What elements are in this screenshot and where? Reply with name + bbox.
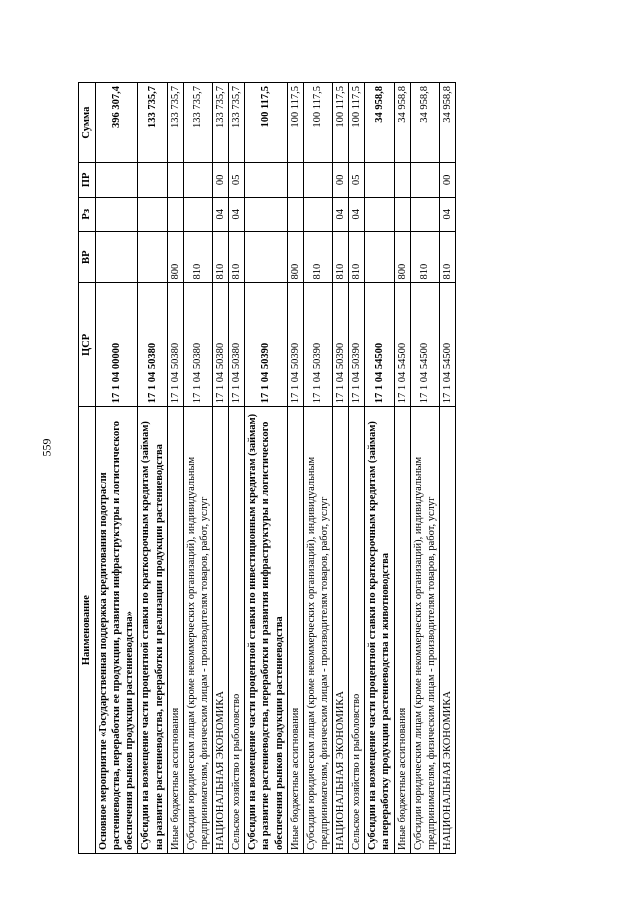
- cell-pr: [365, 163, 394, 197]
- budget-table: [78, 82, 456, 854]
- header-csr: ЦСР: [79, 283, 96, 407]
- table-row: [213, 83, 229, 854]
- cell-sum: 100 117,5: [245, 83, 287, 163]
- cell-name: Сельское хозяйство и рыболовство: [229, 407, 245, 854]
- cell-sum: 396 307,4: [96, 83, 138, 163]
- cell-rz: [303, 197, 332, 231]
- cell-csr: 17 1 04 50390: [303, 283, 332, 407]
- cell-csr: 17 1 04 50380: [229, 283, 245, 407]
- cell-sum: 34 958,8: [365, 83, 394, 163]
- cell-csr: 17 1 04 50380: [167, 283, 183, 407]
- cell-sum: 34 958,8: [410, 83, 439, 163]
- table-row: [138, 83, 167, 854]
- cell-rz: [365, 197, 394, 231]
- table-body: [96, 83, 456, 854]
- table-row: [333, 83, 349, 854]
- cell-sum: 133 735,7: [213, 83, 229, 163]
- cell-csr: 17 1 04 50390: [245, 283, 287, 407]
- cell-sum: 100 117,5: [303, 83, 332, 163]
- cell-csr: 17 1 04 50390: [333, 283, 349, 407]
- cell-name: Иные бюджетные ассигнования: [287, 407, 303, 854]
- cell-name: Основное мероприятие «Государственная поддержка кредитования подотрасли растениеводства, переработки ее продукции, развития инфраструктуры и логистического обеспечения рынков продукции растениеводства»: [96, 407, 138, 854]
- table-row: [245, 83, 287, 854]
- cell-vr: [138, 231, 167, 283]
- cell-vr: 810: [439, 231, 455, 283]
- table-row: [287, 83, 303, 854]
- cell-sum: 34 958,8: [439, 83, 455, 163]
- table-row: [394, 83, 410, 854]
- cell-rz: 04: [439, 197, 455, 231]
- cell-rz: [138, 197, 167, 231]
- cell-rz: [394, 197, 410, 231]
- cell-sum: 100 117,5: [333, 83, 349, 163]
- header-rz: Рз: [79, 197, 96, 231]
- cell-name: Субсидии юридическим лицам (кроме некоммерческих организаций), индивидуальным предпринимателям, физическим лицам - производителям товаров, работ, услуг: [303, 407, 332, 854]
- cell-pr: [96, 163, 138, 197]
- cell-sum: 100 117,5: [349, 83, 365, 163]
- cell-pr: [245, 163, 287, 197]
- cell-csr: 17 1 04 54500: [410, 283, 439, 407]
- cell-rz: [183, 197, 212, 231]
- cell-sum: 34 958,8: [394, 83, 410, 163]
- cell-name: НАЦИОНАЛЬНАЯ ЭКОНОМИКА: [213, 407, 229, 854]
- header-pr: ПР: [79, 163, 96, 197]
- cell-pr: 05: [349, 163, 365, 197]
- cell-vr: 810: [303, 231, 332, 283]
- cell-csr: 17 1 04 54500: [394, 283, 410, 407]
- table-row: [183, 83, 212, 854]
- cell-csr: 17 1 04 50390: [287, 283, 303, 407]
- cell-vr: 810: [349, 231, 365, 283]
- cell-rz: 04: [213, 197, 229, 231]
- cell-name: НАЦИОНАЛЬНАЯ ЭКОНОМИКА: [439, 407, 455, 854]
- header-name: Наименование: [79, 407, 96, 854]
- cell-vr: 800: [167, 231, 183, 283]
- cell-name: Сельское хозяйство и рыболовство: [349, 407, 365, 854]
- table-row: [410, 83, 439, 854]
- cell-pr: [138, 163, 167, 197]
- cell-pr: [287, 163, 303, 197]
- cell-sum: 133 735,7: [167, 83, 183, 163]
- cell-vr: 800: [394, 231, 410, 283]
- cell-name: Субсидии на возмещение части процентной ставки по инвестиционным кредитам (займам) на развитие растениеводства, переработки и развития инфраструктуры и логистического обеспечения рынков продукции растениеводства: [245, 407, 287, 854]
- cell-vr: 810: [213, 231, 229, 283]
- cell-sum: 133 735,7: [183, 83, 212, 163]
- cell-vr: [96, 231, 138, 283]
- cell-vr: 810: [410, 231, 439, 283]
- cell-rz: 04: [349, 197, 365, 231]
- cell-csr: 17 1 04 54500: [439, 283, 455, 407]
- cell-name: Субсидии юридическим лицам (кроме некоммерческих организаций), индивидуальным предпринимателям, физическим лицам - производителям товаров, работ, услуг: [183, 407, 212, 854]
- cell-name: Субсидии юридическим лицам (кроме некоммерческих организаций), индивидуальным предпринимателям, физическим лицам - производителям товаров, работ, услуг: [410, 407, 439, 854]
- cell-rz: 04: [333, 197, 349, 231]
- cell-sum: 133 735,7: [138, 83, 167, 163]
- table-row: [365, 83, 394, 854]
- cell-name: Иные бюджетные ассигнования: [167, 407, 183, 854]
- header-sum: Сумма: [79, 83, 96, 163]
- cell-csr: 17 1 04 50380: [183, 283, 212, 407]
- cell-sum: 133 735,7: [229, 83, 245, 163]
- table-rotation: [78, 82, 593, 854]
- cell-vr: 800: [287, 231, 303, 283]
- cell-rz: [410, 197, 439, 231]
- cell-pr: 00: [439, 163, 455, 197]
- cell-pr: [303, 163, 332, 197]
- cell-csr: 17 1 04 50390: [349, 283, 365, 407]
- cell-name: НАЦИОНАЛЬНАЯ ЭКОНОМИКА: [333, 407, 349, 854]
- cell-pr: 00: [213, 163, 229, 197]
- cell-name: Субсидии на возмещение части процентной ставки по краткосрочным кредитам (займам) на развитие растениеводства, переработки и реализации продукции растениеводства: [138, 407, 167, 854]
- cell-vr: [245, 231, 287, 283]
- cell-vr: 810: [183, 231, 212, 283]
- cell-rz: [245, 197, 287, 231]
- cell-rz: [287, 197, 303, 231]
- cell-vr: 810: [333, 231, 349, 283]
- cell-vr: 810: [229, 231, 245, 283]
- table-header-row: [79, 83, 96, 854]
- cell-csr: 17 1 04 50380: [138, 283, 167, 407]
- cell-name: Субсидии на возмещение части процентной ставки по краткосрочным кредитам (займам) на переработку продукции растениеводства и животноводства: [365, 407, 394, 854]
- table-row: [303, 83, 332, 854]
- table-row: [229, 83, 245, 854]
- table-row: [349, 83, 365, 854]
- cell-pr: 05: [229, 163, 245, 197]
- cell-rz: [167, 197, 183, 231]
- cell-pr: [410, 163, 439, 197]
- cell-vr: [365, 231, 394, 283]
- table-row: [96, 83, 138, 854]
- cell-pr: [394, 163, 410, 197]
- table-row: [439, 83, 455, 854]
- rotated-table-container: [78, 82, 593, 854]
- cell-pr: 00: [333, 163, 349, 197]
- cell-csr: 17 1 04 00000: [96, 283, 138, 407]
- cell-name: Иные бюджетные ассигнования: [394, 407, 410, 854]
- table-row: [167, 83, 183, 854]
- header-vr: ВР: [79, 231, 96, 283]
- cell-csr: 17 1 04 54500: [365, 283, 394, 407]
- cell-csr: 17 1 04 50380: [213, 283, 229, 407]
- cell-pr: [183, 163, 212, 197]
- cell-rz: [96, 197, 138, 231]
- cell-sum: 100 117,5: [287, 83, 303, 163]
- cell-pr: [167, 163, 183, 197]
- cell-rz: 04: [229, 197, 245, 231]
- page-number: 559: [39, 438, 54, 457]
